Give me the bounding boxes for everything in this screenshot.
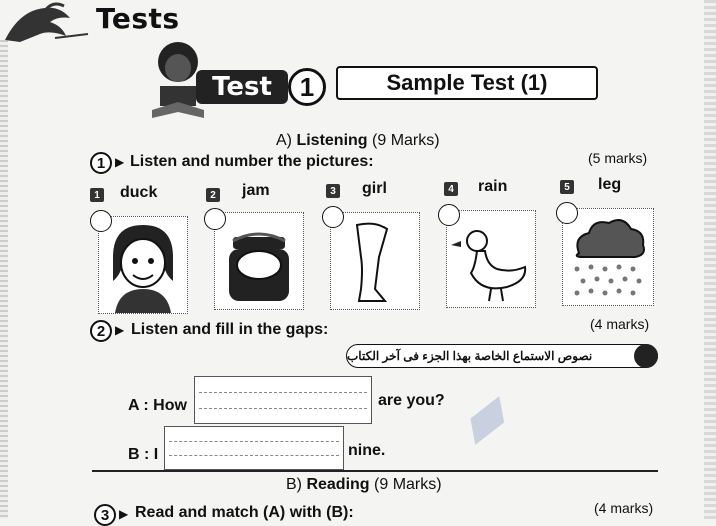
test-title: Sample Test (1) <box>336 66 598 100</box>
answer-circle-4[interactable] <box>438 204 460 226</box>
page-edge-left <box>0 40 8 519</box>
section-a-letter: A) <box>276 132 292 149</box>
section-divider <box>92 470 658 472</box>
page-header-title: Tests <box>96 2 180 35</box>
rain-cloud-icon <box>563 209 653 305</box>
bird-logo-icon <box>0 0 90 44</box>
question-1-text: Listen and number the pictures: <box>130 153 374 170</box>
answer-circle-3[interactable] <box>322 206 344 228</box>
dialog-line-a-suffix: are you? <box>378 392 445 409</box>
duck-picture <box>446 210 536 308</box>
girl-face-icon <box>99 217 187 313</box>
section-a-marks: (9 Marks) <box>372 132 440 149</box>
leg-icon <box>331 213 419 309</box>
jam-jar-picture <box>214 212 304 310</box>
question-3-arrow-icon: ▶ <box>119 507 129 521</box>
dialog-line-b-suffix: nine. <box>348 442 386 459</box>
word-1: duck <box>120 184 158 201</box>
question-1-marks: (5 marks) <box>588 150 648 166</box>
word-3: girl <box>362 180 387 197</box>
word-4-number: 4 <box>444 182 458 196</box>
listening-texts-note: نصوص الاستماع الخاصة بهذا الجزء فى آخر الكتاب <box>346 344 658 368</box>
word-4: rain <box>478 178 508 195</box>
headphones-icon <box>634 344 658 368</box>
word-1-number: 1 <box>90 188 104 202</box>
leg-picture <box>330 212 420 310</box>
section-b-marks: (9 Marks) <box>374 476 442 493</box>
question-2-text: Listen and fill in the gaps: <box>131 321 329 338</box>
section-b-title: Reading <box>306 476 370 493</box>
gap-answer-a[interactable] <box>194 376 372 424</box>
question-3-marks: (4 marks) <box>594 500 654 516</box>
test-label: Test <box>196 70 288 104</box>
question-2-marks: (4 marks) <box>590 316 650 332</box>
answer-circle-5[interactable] <box>556 202 578 224</box>
word-2-number: 2 <box>206 188 220 202</box>
section-a-heading <box>276 132 440 150</box>
answer-circle-2[interactable] <box>204 208 226 230</box>
rain-cloud-picture <box>562 208 654 306</box>
question-2-arrow-icon: ▶ <box>115 323 125 337</box>
word-3-number: 3 <box>326 184 340 198</box>
test-number: 1 <box>288 68 326 106</box>
question-3-text: Read and match (A) with (B): <box>135 504 354 521</box>
word-2: jam <box>242 182 270 199</box>
dialog-line-b-prefix: B : I <box>128 446 159 463</box>
watermark-mark: ▰ <box>442 372 527 462</box>
page-edge-right <box>704 0 716 519</box>
question-1-arrow-icon: ▶ <box>115 155 125 169</box>
jam-jar-icon <box>215 213 303 309</box>
answer-circle-1[interactable] <box>90 210 112 232</box>
word-5-number: 5 <box>560 180 574 194</box>
question-2-number: 2 <box>90 320 112 342</box>
section-b-heading <box>286 476 442 494</box>
section-a-title: Listening <box>296 132 368 149</box>
section-b-letter: B) <box>286 476 302 493</box>
girl-picture <box>98 216 188 314</box>
duck-icon <box>447 211 535 307</box>
question-3-number: 3 <box>94 504 116 526</box>
word-5: leg <box>598 176 622 193</box>
gap-answer-b[interactable] <box>164 426 344 470</box>
question-1-number: 1 <box>90 152 112 174</box>
dialog-line-a-prefix: A : How <box>128 397 187 414</box>
